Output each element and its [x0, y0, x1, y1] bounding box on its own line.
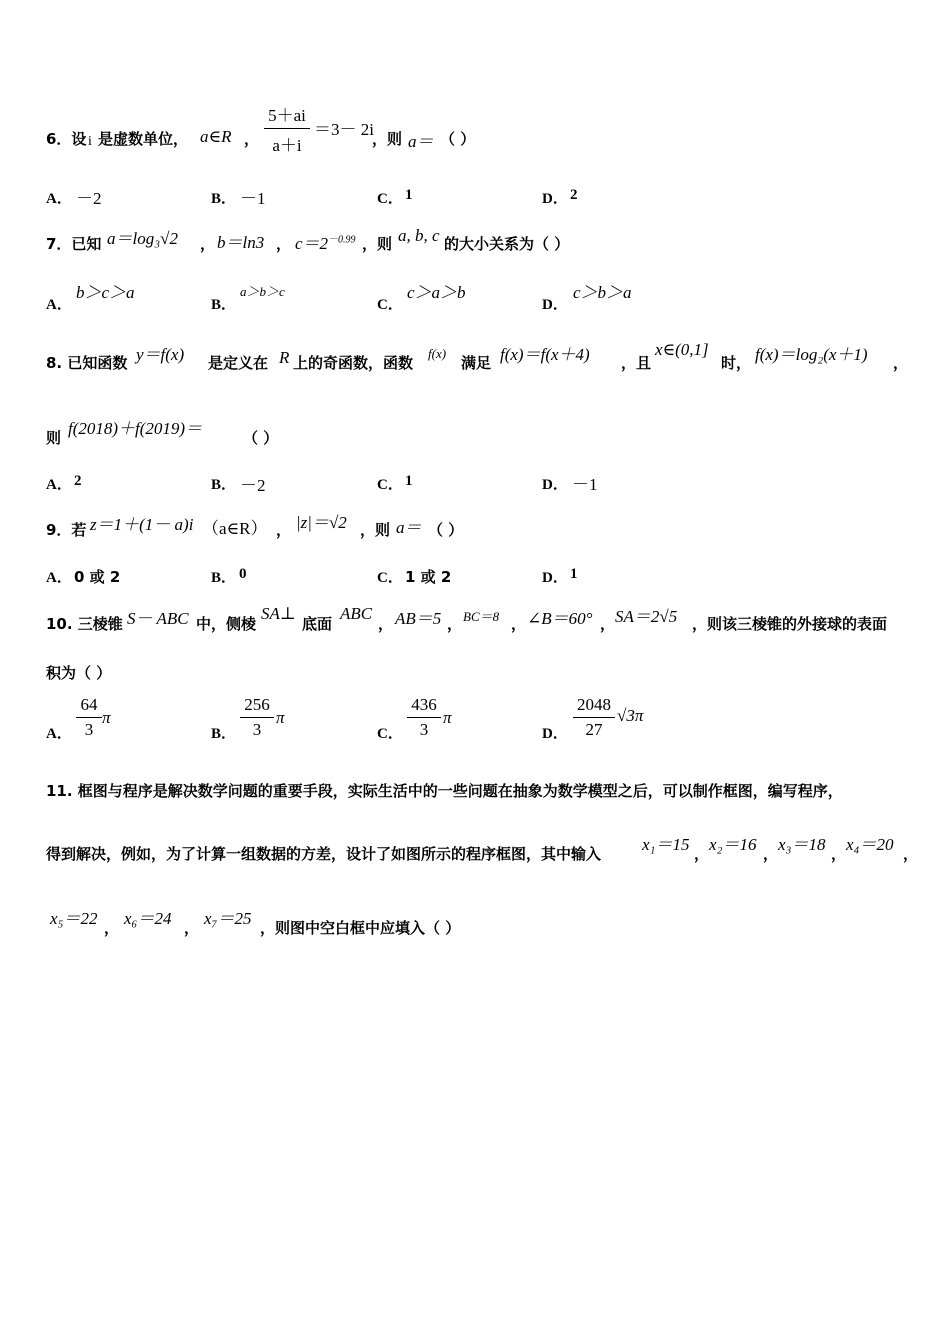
q6-stem-prefix: 6．设: [46, 130, 87, 148]
q6-option-d-value: 2: [570, 187, 578, 203]
q8-option-c-value: 1: [405, 473, 413, 489]
q6-rhs: ＝3－ 2i: [314, 120, 374, 139]
q7-stem-suffix: 的大小关系为（ ）: [444, 235, 570, 253]
q6-option-c-value: 1: [405, 187, 413, 203]
q8-option-c-label: C．: [377, 477, 403, 493]
q10-option-b-label: B．: [211, 726, 237, 742]
q10-option-d-numerator: 2048: [577, 695, 611, 714]
q8-text-3: 满足: [461, 354, 492, 372]
q6-option-b-label: B．: [211, 191, 237, 207]
q9-z-definition: z＝1＋(1－ a)i: [90, 515, 194, 534]
q10-option-a-label: A．: [46, 726, 72, 742]
q11-sep4: ，: [903, 845, 919, 863]
q6-i-symbol: i: [88, 134, 92, 149]
q9-modulus: |z|＝√2: [296, 513, 347, 532]
q8-line2-paren: （ ）: [243, 429, 279, 447]
q9-option-d-value: 1: [570, 566, 578, 582]
q8-function: y＝f(x): [136, 345, 185, 364]
q7-option-a-value: b＞c＞a: [76, 283, 135, 302]
q10-bc: BC＝8: [463, 609, 500, 624]
q8-fx: f(x): [428, 346, 447, 361]
q8-line2-expression: f(2018)＋f(2019)＝: [68, 419, 203, 438]
q10-ab: AB＝5: [395, 609, 442, 628]
q10-option-a-fraction: [76, 695, 102, 740]
q11-line3-suffix: ，则图中空白框中应填入（ ）: [260, 919, 461, 937]
q8-R: R: [279, 348, 290, 367]
q6-stem-mid: 是虚数单位，: [98, 130, 189, 148]
q10-base: ABC: [340, 604, 373, 623]
q8-condition: f(x)＝f(x＋4): [500, 345, 590, 364]
q10-line2: 积为（ ）: [46, 664, 112, 682]
q11-sep6: ，: [184, 919, 200, 937]
q10-stem-prefix: 10. 三棱锥: [46, 615, 123, 633]
q11-x4: x₄＝20: [846, 835, 894, 854]
q6-option-b-value: －1: [240, 189, 266, 208]
q6-paren: （ ）: [440, 130, 476, 148]
q10-text-2: 底面: [302, 615, 333, 633]
q10-option-c-bar: [407, 717, 441, 718]
q10-option-d-bar: [573, 717, 615, 718]
q11-x5: x₅＝22: [50, 909, 98, 928]
q6-condition: a∈R: [200, 127, 232, 146]
q6-option-d-label: D．: [542, 191, 568, 207]
q10-option-d-denominator: 27: [585, 720, 603, 739]
q9-option-b-value: 0: [239, 566, 247, 582]
q10-option-c-numerator: 436: [411, 695, 437, 714]
q10-solid: S－ ABC: [127, 609, 189, 628]
q8-text-6: ，: [893, 354, 909, 372]
q7-option-a-label: A．: [46, 297, 72, 313]
q10-option-c-label: C．: [377, 726, 403, 742]
q8-domain: x∈(0,1]: [655, 340, 709, 359]
q7-a-definition: a＝log₃√2: [107, 229, 178, 248]
q10-sep4: ，: [600, 615, 616, 633]
q7-c-definition: [295, 229, 356, 254]
q7-option-c-label: C．: [377, 297, 403, 313]
q8-stem-prefix: 8. 已知函数: [46, 354, 128, 372]
q8-expression: f(x)＝log₂(x＋1): [755, 345, 868, 364]
q10-option-d-tail: √3π: [617, 706, 644, 725]
q10-option-b-bar: [240, 717, 274, 718]
q8-option-b-label: B．: [211, 477, 237, 493]
q7-c-exponent: －0.99: [328, 234, 356, 246]
q7-sep3: ，则: [362, 235, 393, 253]
q10-option-c-tail: π: [443, 708, 452, 727]
q11-x3: x₃＝18: [778, 835, 826, 854]
q8-option-d-value: －1: [572, 475, 598, 494]
q8-text-5: 时，: [721, 354, 752, 372]
q7-c-base: c＝2: [295, 234, 329, 253]
q6-option-a-value: －2: [76, 189, 102, 208]
q11-line1: 11. 框图与程序是解决数学问题的重要手段，实际生活中的一些问题在抽象为数学模型之后，可以制作框图，编写程序，: [46, 782, 843, 800]
q9-stem-suffix: ，则: [360, 521, 391, 539]
q9-option-c-value: 1 或 2: [405, 568, 452, 586]
q8-text-4: ，且: [621, 354, 652, 372]
q7-stem-prefix: 7．已知: [46, 235, 102, 253]
q7-option-c-value: c＞a＞b: [407, 283, 466, 302]
q10-option-a-denominator: 3: [84, 720, 94, 739]
q8-option-d-label: D．: [542, 477, 568, 493]
q9-sep: ，: [276, 521, 292, 539]
q10-sa: SA＝2√5: [615, 607, 678, 626]
q10-option-c-fraction: [407, 695, 441, 740]
q10-option-d-fraction: [573, 695, 615, 740]
q6-fraction-denominator: a＋i: [272, 136, 302, 155]
q7-option-d-label: D．: [542, 297, 568, 313]
q6-fraction-bar: [264, 128, 310, 129]
q8-text-2: 上的奇函数，函数: [293, 354, 414, 372]
q9-stem-prefix: 9．若: [46, 521, 87, 539]
q11-x7: x₇＝25: [204, 909, 252, 928]
q10-option-a-numerator: 64: [80, 695, 98, 714]
q11-sep1: ，: [694, 845, 710, 863]
q6-comma: ，: [244, 130, 260, 148]
q10-option-c-denominator: 3: [419, 720, 429, 739]
q9-option-a-label: A．: [46, 570, 72, 586]
q11-x6: x₆＝24: [124, 909, 172, 928]
q7-option-b-label: B．: [211, 297, 237, 313]
q6-ask: a＝: [408, 132, 434, 151]
q8-option-b-value: －2: [240, 476, 266, 495]
q8-option-a-label: A．: [46, 477, 72, 493]
q10-option-d-label: D．: [542, 726, 568, 742]
q9-paren: （ ）: [428, 521, 464, 539]
q11-line2-prefix: 得到解决，例如，为了计算一组数据的方差，设计了如图所示的程序框图，其中输入: [46, 845, 602, 863]
q9-ask: a＝: [396, 518, 422, 537]
q10-text-1: 中，侧棱: [196, 615, 257, 633]
q6-fraction-numerator: 5＋ai: [268, 106, 306, 125]
q10-option-b-numerator: 256: [244, 695, 270, 714]
q6-fraction: [264, 101, 310, 156]
q7-sep1: ，: [200, 235, 216, 253]
q10-option-b-denominator: 3: [252, 720, 262, 739]
q8-option-a-value: 2: [74, 473, 82, 489]
q6-option-c-label: C．: [377, 191, 403, 207]
q7-vars: a, b, c: [398, 226, 440, 245]
q7-option-d-value: c＞b＞a: [573, 283, 632, 302]
q10-sep2: ，: [447, 615, 463, 633]
q9-option-a-value: 0 或 2: [74, 568, 121, 586]
q9-option-c-label: C．: [377, 570, 403, 586]
q8-text-1: 是定义在: [208, 354, 269, 372]
q10-option-a-bar: [76, 717, 102, 718]
q10-option-b-tail: π: [276, 708, 285, 727]
q10-edge: SA⊥: [261, 604, 296, 623]
q10-sep1: ，: [378, 615, 394, 633]
q7-b-definition: b＝ln3: [217, 233, 265, 252]
q9-condition: （a∈R）: [202, 519, 268, 538]
q11-sep5: ，: [104, 919, 120, 937]
q11-sep3: ，: [831, 845, 847, 863]
q11-x2: x₂＝16: [709, 835, 757, 854]
q10-option-b-fraction: [240, 695, 274, 740]
q11-x1: x₁＝15: [642, 835, 690, 854]
q9-option-d-label: D．: [542, 570, 568, 586]
q7-option-b-value: a＞b＞c: [240, 284, 285, 299]
q9-option-b-label: B．: [211, 570, 237, 586]
q10-angle: ∠B＝60°: [527, 609, 593, 628]
q10-text-3: ，则该三棱锥的外接球的表面: [692, 615, 888, 633]
q11-sep2: ，: [763, 845, 779, 863]
q10-sep3: ，: [511, 615, 527, 633]
q6-option-a-label: A．: [46, 191, 72, 207]
q10-option-a-tail: π: [102, 708, 111, 727]
q7-sep2: ，: [276, 235, 292, 253]
q8-line2-prefix: 则: [46, 429, 62, 447]
q6-stem-suffix: ，则: [372, 130, 403, 148]
